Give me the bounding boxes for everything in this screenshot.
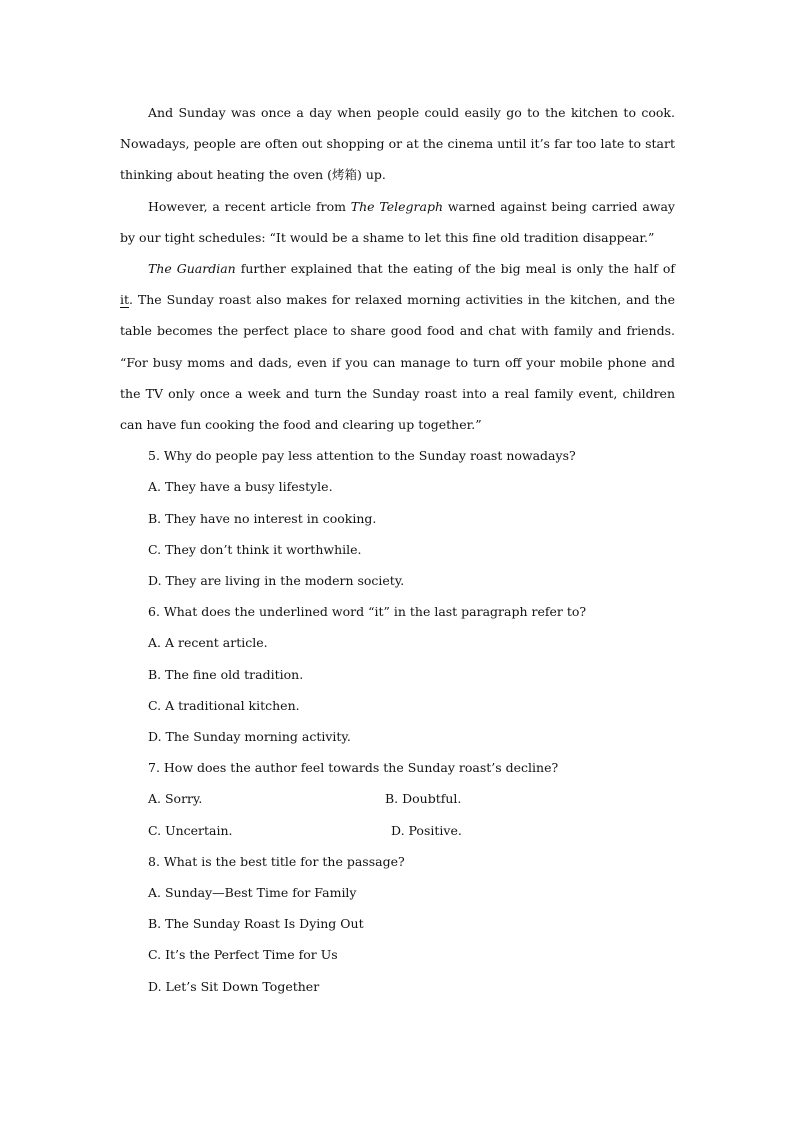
paragraph-sunday-kitchen: [120, 97, 675, 191]
paragraph-telegraph: [120, 191, 675, 253]
question-5-stem: 5. Why do people pay less attention to the Sunday roast nowadays?: [148, 448, 576, 464]
paragraph-guardian: [120, 253, 675, 440]
question-8-option-d[interactable]: D. Let’s Sit Down Together: [148, 978, 320, 994]
question-7-option-d[interactable]: D. Positive.: [391, 822, 462, 838]
source-title-guardian: The Guardian: [148, 261, 236, 277]
question-8-option-a[interactable]: A. Sunday—Best Time for Family: [148, 885, 357, 901]
question-5-option-a[interactable]: A. They have a busy lifestyle.: [148, 479, 333, 495]
question-5-option-d[interactable]: D. They are living in the modern society.: [148, 573, 405, 589]
question-7-option-c[interactable]: C. Uncertain.: [148, 822, 233, 838]
reading-passage: [120, 97, 675, 1002]
paragraph-text: However, a recent article from: [148, 198, 351, 214]
question-7-option-a[interactable]: A. Sorry.: [148, 791, 203, 807]
question-7-option-b[interactable]: B. Doubtful.: [385, 791, 462, 807]
question-7-options-row-1: [120, 783, 675, 814]
paragraph-text: further explained that the eating of the big meal is only the half of: [235, 261, 675, 277]
question-6-option-b[interactable]: B. The fine old tradition.: [148, 666, 304, 682]
question-8-stem: 8. What is the best title for the passage?: [148, 853, 405, 869]
question-8-option-c[interactable]: C. It’s the Perfect Time for Us: [148, 947, 338, 963]
underlined-word-it: it: [120, 292, 130, 308]
question-5-option-c[interactable]: C. They don’t think it worthwhile.: [148, 541, 362, 557]
question-8-option-b[interactable]: B. The Sunday Roast Is Dying Out: [148, 916, 364, 932]
question-6-option-c[interactable]: C. A traditional kitchen.: [148, 697, 300, 713]
paragraph-text: warned against being carried away by our tight schedules: “It would be a shame to let this fine old tradition disappear.”: [120, 198, 675, 245]
paragraph-text: And Sunday was once a day when people could easily go to the kitchen to cook. Nowadays, people are often out shopping or at the cinema until it’s far too late to start thinking about heating the oven (烤箱) up.: [120, 105, 675, 183]
question-5-option-b[interactable]: B. They have no interest in cooking.: [148, 510, 377, 526]
question-6-option-d[interactable]: D. The Sunday morning activity.: [148, 729, 351, 745]
question-7-stem: 7. How does the author feel towards the Sunday roast’s decline?: [148, 760, 559, 776]
question-6-stem: 6. What does the underlined word “it” in the last paragraph refer to?: [148, 604, 587, 620]
paragraph-text: . The Sunday roast also makes for relaxed morning activities in the kitchen, and the table becomes the perfect place to share good food and chat with family and friends. “For busy moms and dads, even if you can manage to turn off your mobile phone and the TV only once a week and turn the Sunday roast into a real family event, children can have fun cooking the food and clearing up together.”: [120, 292, 675, 433]
source-title-telegraph: The Telegraph: [350, 198, 444, 214]
question-6-option-a[interactable]: A. A recent article.: [148, 635, 268, 651]
question-7-options-row-2: [120, 815, 675, 846]
